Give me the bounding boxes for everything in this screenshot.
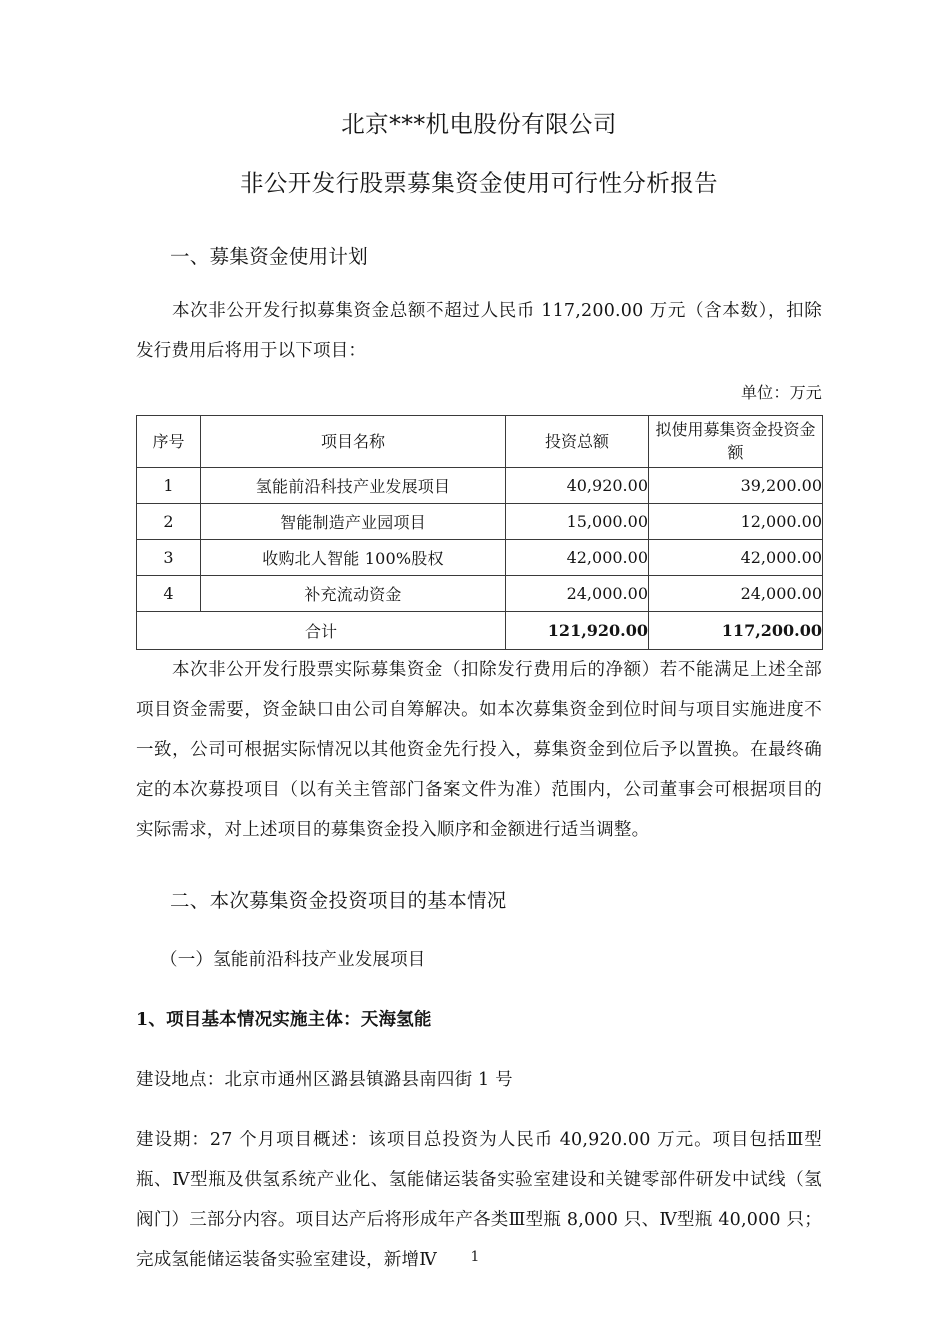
table-row <box>137 467 823 503</box>
page-number: 1 <box>470 1249 480 1265</box>
section-one-intro-paragraph: 本次非公开发行拟募集资金总额不超过人民币 117,200.00 万元（含本数），扣除发行费用后将用于以下项目： <box>136 300 822 361</box>
cell-no: 3 <box>137 539 201 575</box>
cell-raised-amount: 12,000.00 <box>649 503 823 539</box>
spacer <box>136 1100 822 1120</box>
table-total-row <box>137 611 823 649</box>
table-header-project-name: 项目名称 <box>201 415 506 467</box>
cell-total-investment: 42,000.00 <box>506 539 649 575</box>
item-1-heading-rest: 天海氢能 <box>360 1010 432 1030</box>
cell-project-name: 氢能前沿科技产业发展项目 <box>201 467 506 503</box>
section-one-heading: 一、募集资金使用计划 <box>170 245 369 268</box>
cell-no: 4 <box>137 575 201 611</box>
cell-no: 2 <box>137 503 201 539</box>
spacer <box>136 1040 822 1060</box>
cell-project-name: 智能制造产业园项目 <box>201 503 506 539</box>
spacer <box>136 267 822 291</box>
cell-raised-amount: 42,000.00 <box>649 539 823 575</box>
cell-total-investment: 40,920.00 <box>506 467 649 503</box>
table-header-row <box>137 415 823 467</box>
cell-raised-amount-sum: 117,200.00 <box>649 611 823 649</box>
cell-total-label: 合计 <box>137 611 506 649</box>
document-title-line-2: 非公开发行股票募集资金使用可行性分析报告 <box>240 168 718 197</box>
cell-project-name: 收购北人智能 100%股权 <box>201 539 506 575</box>
table-unit-label: 单位：万元 <box>740 382 822 402</box>
section-two-heading: 二、本次募集资金投资项目的基本情况 <box>170 888 507 912</box>
table-row <box>137 539 823 575</box>
spacer <box>136 910 822 940</box>
project-location: 建设地点：北京市通州区潞县镇潞县南四街 1 号 <box>136 1070 513 1090</box>
spacer <box>136 371 822 385</box>
cell-raised-amount: 39,200.00 <box>649 467 823 503</box>
item-1-heading <box>136 1000 822 1040</box>
cell-no: 1 <box>137 467 201 503</box>
spacer <box>136 401 822 415</box>
section-one-after-table-paragraph: 本次非公开发行股票实际募集资金（扣除发行费用后的净额）若不能满足上述全部项目资金需要，资金缺口由公司自筹解决。如本次募集资金到位时间与项目实施进度不一致，公司可根据实际情况以其他资金先行投入，募集资金到位后予以置换。在最终确定的本次募投项目（以有关主管部门备案文件为准）范围内，公司董事会可根据项目的实际需求，对上述项目的募集资金投入顺序和金额进行适当调整。 <box>136 659 822 840</box>
cell-raised-amount: 24,000.00 <box>649 575 823 611</box>
document-title-line-1: 北京***机电股份有限公司 <box>341 110 617 138</box>
spacer <box>136 980 822 1000</box>
cell-total-investment: 15,000.00 <box>506 503 649 539</box>
cell-total-investment-sum: 121,920.00 <box>506 611 649 649</box>
page-content <box>136 0 822 1280</box>
table-row <box>137 575 823 611</box>
section-two-subsection-heading: （一）氢能前沿科技产业发展项目 <box>160 950 426 970</box>
table-row <box>137 503 823 539</box>
cell-project-name: 补充流动资金 <box>201 575 506 611</box>
cell-total-investment: 24,000.00 <box>506 575 649 611</box>
fundraising-use-table <box>136 415 823 650</box>
project-overview-paragraph: 建设期：27 个月项目概述：该项目总投资为人民币 40,920.00 万元。项目包括Ⅲ型瓶、Ⅳ型瓶及供氢系统产业化、氢能储运装备实验室建设和关键零部件研发中试线（氢阀门）三部分内容。项目达产后将形成年产各类Ⅲ型瓶 8,000 只、Ⅳ型瓶 40,000 只；完成氢能储运装备实验室建设，新增Ⅳ <box>136 1130 822 1270</box>
table-header-total-investment: 投资总额 <box>506 415 649 467</box>
item-1-heading-bold: 1、项目基本情况实施主体： <box>136 1010 361 1030</box>
table-header-no: 序号 <box>137 415 201 467</box>
table-header-raised-amount: 拟使用募集资金投资金额 <box>649 415 823 467</box>
